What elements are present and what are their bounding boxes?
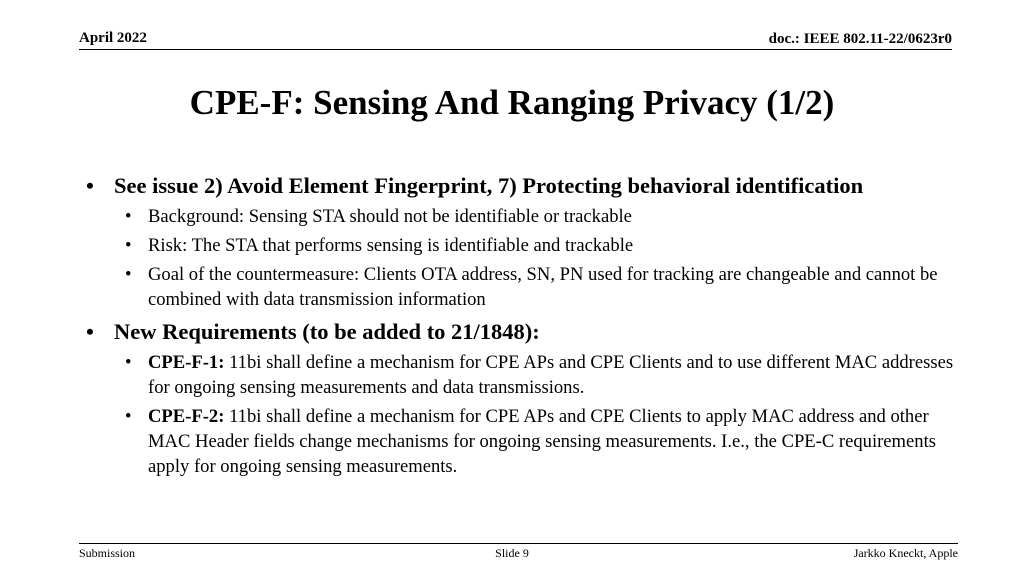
sub-bullet-text: Goal of the countermeasure: Clients OTA address, SN, PN used for tracking are changeable and cannot be combined with data transmission information bbox=[148, 264, 938, 310]
header-doc-id: doc.: IEEE 802.11-22/0623r0 bbox=[768, 31, 952, 47]
sub-bullet-list bbox=[84, 204, 954, 312]
slide-content bbox=[84, 171, 954, 484]
requirement-id: CPE-F-2: bbox=[148, 406, 225, 427]
footer-submission: Submission bbox=[79, 546, 136, 560]
footer-slide-number: Slide 9 bbox=[495, 546, 529, 560]
bullet-level1 bbox=[84, 317, 954, 347]
bullet-level2 bbox=[84, 262, 954, 312]
bullet-level2 bbox=[84, 350, 954, 400]
footer-divider bbox=[79, 543, 958, 544]
sub-bullet-text: Risk: The STA that performs sensing is identifiable and trackable bbox=[148, 235, 634, 256]
sub-bullet-text: 11bi shall define a mechanism for CPE APs and CPE Clients to apply MAC address and other MAC Header fields change mechanisms for ongoing sensing measurements. I.e., the CPE-C requirements apply for ongoing sensing measurements. bbox=[148, 406, 936, 477]
sub-bullet-list bbox=[84, 350, 954, 479]
footer-author: Jarkko Kneckt, Apple bbox=[853, 546, 958, 560]
bullet-level2 bbox=[84, 233, 954, 258]
header-divider bbox=[79, 49, 952, 50]
bullet-level2 bbox=[84, 404, 954, 479]
sub-bullet-text: Background: Sensing STA should not be identifiable or trackable bbox=[148, 206, 632, 227]
bullet-dot: • bbox=[86, 173, 94, 198]
header-date: April 2022 bbox=[79, 30, 147, 46]
bullet-level2 bbox=[84, 204, 954, 229]
sub-bullet-text: 11bi shall define a mechanism for CPE APs and CPE Clients and to use different MAC addresses for ongoing sensing measurements and data transmissions. bbox=[148, 352, 954, 398]
bullet-text: See issue 2) Avoid Element Fingerprint, 7) Protecting behavioral identification bbox=[114, 173, 864, 198]
bullet-dot: • bbox=[125, 352, 132, 373]
bullet-dot: • bbox=[125, 206, 132, 227]
bullet-dot: • bbox=[125, 264, 132, 285]
requirement-id: CPE-F-1: bbox=[148, 352, 225, 373]
bullet-level1 bbox=[84, 171, 954, 201]
bullet-dot: • bbox=[125, 235, 132, 256]
bullet-text: New Requirements (to be added to 21/1848): bbox=[114, 319, 540, 344]
bullet-dot: • bbox=[86, 319, 94, 344]
slide-title: CPE-F: Sensing And Ranging Privacy (1/2) bbox=[189, 83, 835, 122]
bullet-dot: • bbox=[125, 406, 132, 427]
